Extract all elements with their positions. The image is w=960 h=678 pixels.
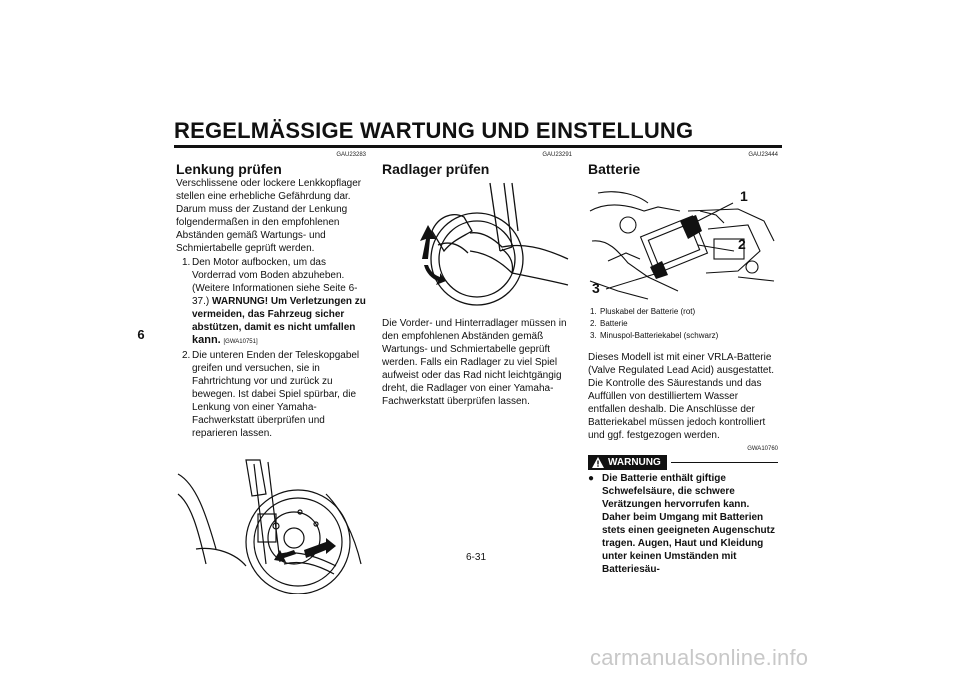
battery-title: Batterie [588, 161, 641, 177]
list-item: 1. Pluskabel der Batterie (rot) [590, 307, 696, 316]
warning-header [588, 455, 778, 470]
fork-illustration [176, 454, 366, 594]
warning-label: WARNUNG [608, 457, 661, 468]
steering-section [176, 150, 366, 594]
watermark: carmanualsonline.info [590, 645, 809, 670]
header-rule [174, 145, 782, 148]
wheel-bearing-section [382, 150, 572, 408]
steering-title: Lenkung prüfen [176, 161, 282, 177]
callout-3: 3 [592, 280, 600, 296]
callout-1: 1 [740, 188, 748, 204]
battery-code: GAU23444 [748, 152, 778, 158]
warning-triangle-icon [592, 457, 604, 468]
battery-text: Dieses Modell ist mit einer VRLA-Batterie (Valve Regulated Lead Acid) ausgestattet. Die Kontrolle des Säurestands und das Auffüllen von destilliertem Wasser entfallen deshalb. Die Anschlüsse der Batteriekabel müssen jedoch kontrolliert und ggf. festgezogen werden. [588, 352, 775, 441]
battery-section [588, 150, 778, 576]
wheel-bearing-title: Radlager prüfen [382, 161, 490, 177]
step-warning: WARNUNG! Um Verletzungen zu vermeiden, das Fahrzeug sicher abstützen, damit es nicht umfallen [192, 296, 366, 333]
list-item [588, 472, 778, 576]
fork-illustration-drawing [176, 454, 366, 594]
wheel-illustration-drawing [382, 181, 572, 309]
list-item: 2. Batterie [590, 319, 628, 328]
wheel-bearing-code: GAU23291 [542, 152, 572, 158]
battery-warning-code: GWA10760 [747, 446, 778, 452]
page-title: REGELMÄSSIGE WARTUNG UND EINSTELLUNG [174, 118, 694, 143]
battery-illustration [588, 181, 778, 301]
steering-steps [176, 256, 366, 440]
list-item [176, 349, 366, 440]
warning-rule [671, 462, 778, 463]
list-item: 3. Minuspol-Batteriekabel (schwarz) [590, 331, 719, 340]
wheel-bearing-text: Die Vorder- und Hinterradlager müssen in den empfohlenen Abständen gemäß Wartungs- und Schmiertabelle geprüft werden. Falls ein Radlager zu viel Spiel aufweist oder das Rad nicht leichtgängig dreht, die Radlager von einer Yamaha-Fachwerkstatt überprüfen lassen. [382, 318, 567, 407]
step-text: Die unteren Enden der Teleskopgabel greifen und versuchen, sie in Fahrtrichtung vor und zurück zu bewegen. Ist dabei Spiel spürbar, die Lenkung von einer Yamaha-Fachwerkstatt überprüfen und reparieren lassen. [192, 350, 360, 439]
warning-code: [GWA10751] [223, 339, 258, 345]
steering-intro: Verschlissene oder lockere Lenkkopflager stellen eine erhebliche Gefährdung dar. Darum muss der Zustand der Lenkung folgendermaßen in den empfohlenen Abständen gemäß Wartungs- und Schmiertabelle geprüft werden. [176, 178, 362, 254]
step-text: Den Motor aufbocken, um das Vorderrad vom Boden abzuheben. (Weitere Informationen siehe Seite 6-37.) [192, 257, 358, 307]
step-number: 2. [182, 350, 191, 361]
battery-caption [588, 306, 778, 342]
wheel-illustration [382, 181, 572, 309]
warning-badge [588, 455, 667, 470]
step-warning-end: kann. [192, 334, 221, 346]
warning-bullet-text: Die Batterie enthält giftige Schwefelsäure, die schwere Verätzungen hervorrufen kann. Daher beim Umgang mit Batterien stets einen geeigneten Augenschutz tragen. Augen, Haut und Kleidung unter keinen Umständen mit Batteriesäu- [602, 473, 775, 575]
list-item [176, 256, 366, 349]
callout-2: 2 [738, 236, 746, 252]
steering-code: GAU23283 [336, 152, 366, 158]
bullet-icon: ● [588, 473, 595, 484]
battery-illustration-drawing [588, 181, 778, 301]
step-number: 1. [182, 257, 191, 268]
page-number: 6-31 [466, 552, 487, 563]
chapter-tab: 6 [137, 327, 145, 342]
